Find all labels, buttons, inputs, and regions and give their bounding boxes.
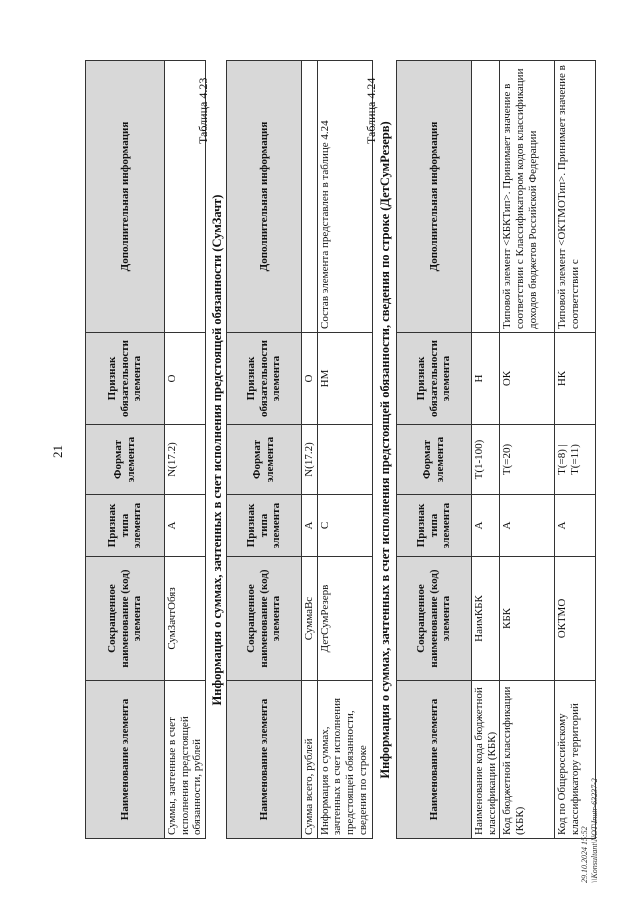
cell-type: А <box>555 495 596 557</box>
header-info: Дополнительная информация <box>397 61 472 333</box>
table-number: Таблица 4.23 <box>196 77 210 144</box>
cell-required: О <box>165 333 206 425</box>
header-code: Сокращенное наименование (код) элемента <box>227 557 302 681</box>
cell-code: СумЗачтОбяз <box>165 557 206 681</box>
cell-type: А <box>302 495 318 557</box>
cell-required: О <box>302 333 318 425</box>
cell-required: НК <box>555 333 596 425</box>
table-4-23 <box>226 60 373 839</box>
cell-format: T(=20) <box>500 425 555 495</box>
table-row <box>317 61 372 839</box>
cell-info <box>472 61 500 333</box>
table-row <box>555 61 596 839</box>
table-header-row <box>227 61 302 839</box>
cell-code: СуммаВс <box>302 557 318 681</box>
footer-date: 29.10.2024 15:52 <box>580 826 589 883</box>
header-code: Сокращенное наименование (код) элемента <box>86 557 165 681</box>
cell-name: Сумма всего, рублей <box>302 681 318 839</box>
table-row <box>165 61 206 839</box>
header-format: Формат элемента <box>227 425 302 495</box>
cell-type: А <box>165 495 206 557</box>
footer-path: \\Konsultant\NOT\Inutr-63237-2 <box>589 778 599 883</box>
cell-required: Н <box>472 333 500 425</box>
header-type: Признак типа элемента <box>227 495 302 557</box>
table-title: Информация о суммах, зачтенных в счет исполнения предстоящей обязанности (СумЗачт) <box>210 194 224 706</box>
cell-info: Типовой элемент <ОКТМОТип>. Принимает значение в соответствии с <box>555 61 596 333</box>
table-header-row <box>86 61 165 839</box>
cell-name: Суммы, зачтенные в счет исполнения предстоящей обязанности, рублей <box>165 681 206 839</box>
header-info: Дополнительная информация <box>86 61 165 333</box>
cell-code: ОКТМО <box>555 557 596 681</box>
table-row <box>472 61 500 839</box>
page-number: 21 <box>50 445 65 458</box>
cell-type: С <box>317 495 372 557</box>
header-format: Формат элемента <box>86 425 165 495</box>
table-row <box>500 61 555 839</box>
cell-format: N(17.2) <box>165 425 206 495</box>
cell-format: T(1-100) <box>472 425 500 495</box>
cell-code: НаимКБК <box>472 557 500 681</box>
cell-format: N(17.2) <box>302 425 318 495</box>
table-row <box>302 61 318 839</box>
header-required: Признак обязательности элемента <box>86 333 165 425</box>
table-number: Таблица 4.24 <box>364 77 378 144</box>
header-name: Наименование элемента <box>227 681 302 839</box>
cell-type: А <box>472 495 500 557</box>
cell-info <box>302 61 318 333</box>
header-format: Формат элемента <box>397 425 472 495</box>
cell-code: КБК <box>500 557 555 681</box>
cell-info: Типовой элемент <КБКТип>. Принимает значение в соответствии с Классификатором кодов классификации доходов бюджетов Российской Федерации <box>500 61 555 333</box>
cell-name: Код бюджетной классификации (КБК) <box>500 681 555 839</box>
cell-required: НМ <box>317 333 372 425</box>
cell-code: ДетСумРезерв <box>317 557 372 681</box>
cell-required: ОК <box>500 333 555 425</box>
header-name: Наименование элемента <box>397 681 472 839</box>
cell-info: Состав элемента представлен в таблице 4.24 <box>317 61 372 333</box>
cell-name: Наименование кода бюджетной классификации (КБК) <box>472 681 500 839</box>
cell-name: Информация о суммах, зачтенных в счет исполнения предстоящей обязанности, сведения по строке <box>317 681 372 839</box>
header-required: Признак обязательности элемента <box>397 333 472 425</box>
table-header-row <box>397 61 472 839</box>
cell-format <box>317 425 372 495</box>
header-info: Дополнительная информация <box>227 61 302 333</box>
footer-stamp <box>580 778 599 883</box>
header-type: Признак типа элемента <box>86 495 165 557</box>
header-type: Признак типа элемента <box>397 495 472 557</box>
table-4-24 <box>396 60 596 839</box>
cell-name: Код по Общероссийскому классификатору территорий <box>555 681 596 839</box>
cell-type: А <box>500 495 555 557</box>
header-required: Признак обязательности элемента <box>227 333 302 425</box>
table-title: Информация о суммах, зачтенных в счет исполнения предстоящей обязанности, сведения по строке (ДетСумРезерв) <box>378 121 392 779</box>
table-continuation <box>85 60 206 839</box>
header-name: Наименование элемента <box>86 681 165 839</box>
cell-format: T(=8) | T(=11) <box>555 425 596 495</box>
header-code: Сокращенное наименование (код) элемента <box>397 557 472 681</box>
